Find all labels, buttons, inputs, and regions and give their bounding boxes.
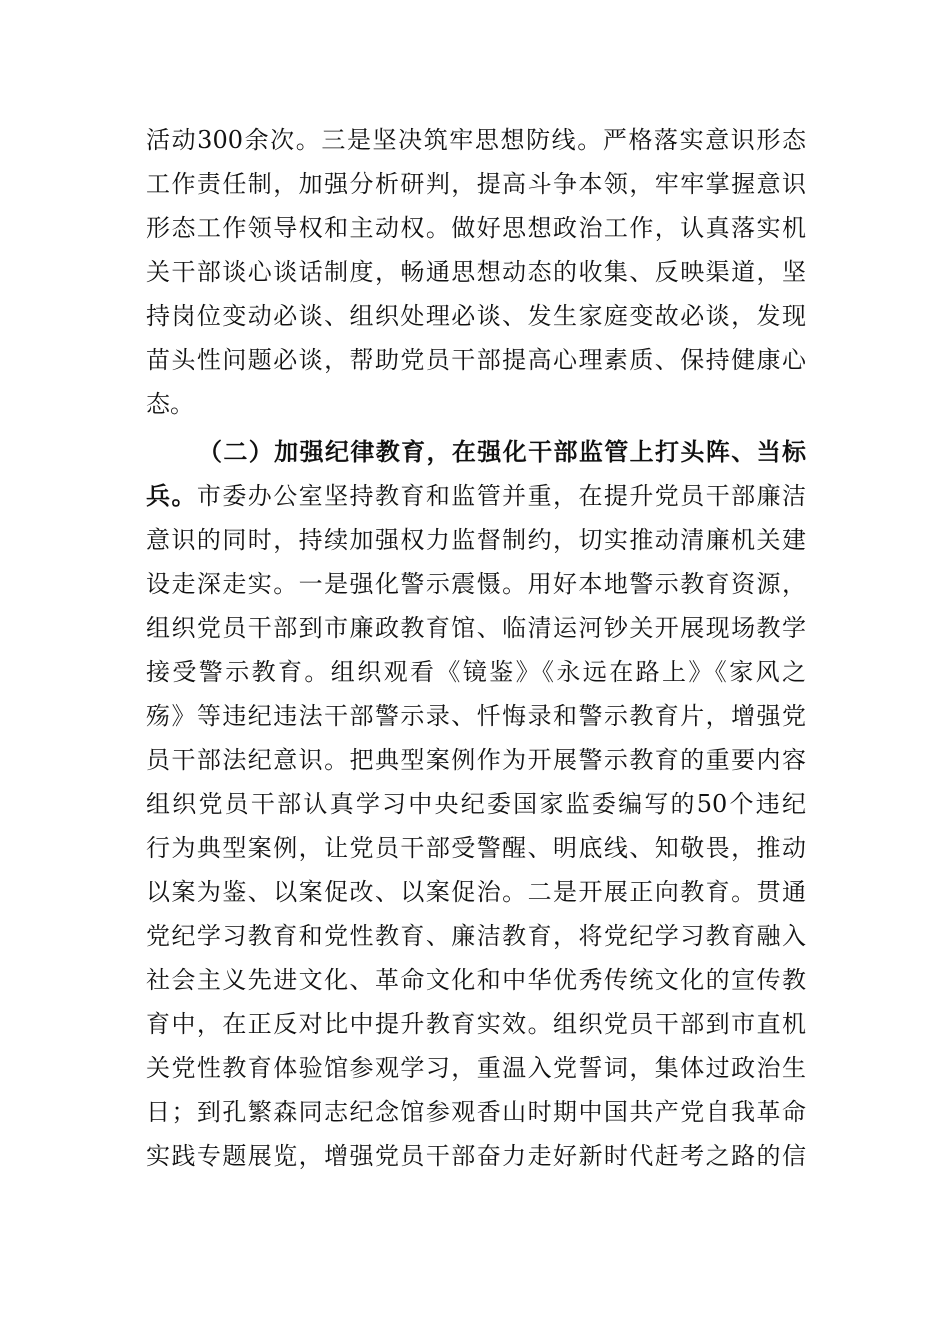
- text-line: 关党性教育体验馆参观学习，重温入党誓词，集体过政治生: [146, 1054, 806, 1082]
- text-line: 形态工作领导权和主动权。做好思想政治工作，认真落实机: [146, 214, 806, 242]
- section-heading-tail: 兵。: [146, 481, 197, 510]
- text-line: 态。: [146, 390, 194, 418]
- text-line: 组织党员干部到市廉政教育馆、临清运河钞关开展现场教学: [146, 614, 806, 642]
- text-line: 实践专题展览，增强党员干部奋力走好新时代赶考之路的信: [146, 1142, 806, 1170]
- text-line: 以案为鉴、以案促改、以案促治。二是开展正向教育。贯通: [146, 878, 806, 906]
- text-line: 日；到孔繁森同志纪念馆参观香山时期中国共产党自我革命: [146, 1098, 806, 1126]
- text-line: 员干部法纪意识。把典型案例作为开展警示教育的重要内容: [146, 746, 806, 774]
- section-heading: （二）加强纪律教育，在强化干部监管上打头阵、当标: [198, 437, 806, 466]
- text-line: 育中，在正反对比中提升教育实效。组织党员干部到市直机: [146, 1010, 806, 1038]
- paragraph-text: 市委办公室坚持教育和监管并重，在提升党员干部廉洁: [196, 482, 807, 510]
- heading-continuation-line: [146, 474, 806, 518]
- text-line: 社会主义先进文化、革命文化和中华优秀传统文化的宣传教: [146, 966, 806, 994]
- text-line: 党纪学习教育和党性教育、廉洁教育，将党纪学习教育融入: [146, 922, 806, 950]
- text-line: 关干部谈心谈话制度，畅通思想动态的收集、反映渠道，坚: [146, 258, 806, 286]
- text-line: 意识的同时，持续加强权力监督制约，切实推动清廉机关建: [146, 526, 806, 554]
- text-line: 苗头性问题必谈，帮助党员干部提高心理素质、保持健康心: [146, 346, 806, 374]
- text-line: 组织党员干部认真学习中央纪委国家监委编写的50个违纪: [146, 790, 806, 818]
- text-line: 工作责任制，加强分析研判，提高斗争本领，牢牢掌握意识: [146, 170, 806, 198]
- text-line: 殇》等违纪违法干部警示录、忏悔录和警示教育片，增强党: [146, 702, 806, 730]
- text-line: 行为典型案例，让党员干部受警醒、明底线、知敬畏，推动: [146, 834, 806, 862]
- text-line: 接受警示教育。组织观看《镜鉴》《永远在路上》《家风之: [146, 658, 806, 686]
- text-line: 持岗位变动必谈、组织处理必谈、发生家庭变故必谈，发现: [146, 302, 806, 330]
- text-line: 活动300余次。三是坚决筑牢思想防线。严格落实意识形态: [146, 126, 806, 154]
- text-line: 设走深走实。一是强化警示震慑。用好本地警示教育资源，: [146, 570, 806, 598]
